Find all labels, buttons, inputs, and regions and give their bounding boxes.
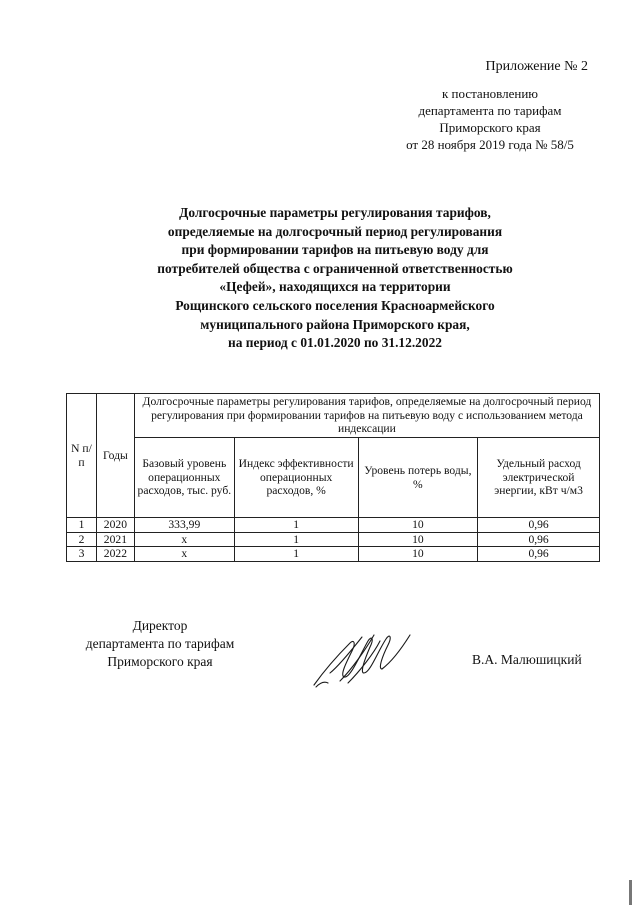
appendix-line: к постановлению — [441, 86, 539, 101]
table-row — [67, 518, 600, 533]
signatory-position-line: Директор — [132, 618, 188, 633]
cell-energy-consumption: 0,96 — [478, 532, 600, 547]
appendix-title: Приложение № 2 — [485, 59, 588, 74]
column-group-header: Долгосрочные параметры регулирования тарифов, определяемые на долгосрочный период регулирования при формировании тарифов на питьевую воду с использованием метода индексации — [134, 394, 599, 438]
column-header-base-costs: Базовый уровень операционных расходов, тыс. руб. — [134, 438, 234, 518]
cell-energy-consumption: 0,96 — [478, 547, 600, 562]
signatory-position-line: Приморского края — [107, 654, 213, 669]
title-line: при формировании тарифов на питьевую воду для — [181, 242, 489, 258]
appendix-line: департамента по тарифам — [418, 103, 562, 118]
cell-water-losses: 10 — [358, 518, 478, 533]
cell-efficiency-index: 1 — [234, 532, 358, 547]
parameters-table — [66, 393, 600, 562]
appendix-line: Приморского края — [439, 120, 541, 135]
handwritten-signature — [310, 625, 420, 695]
cell-energy-consumption: 0,96 — [478, 518, 600, 533]
title-line: потребителей общества с ограниченной ответственностью — [157, 260, 513, 276]
cell-efficiency-index: 1 — [234, 518, 358, 533]
title-line: на период с 01.01.2020 по 31.12.2022 — [228, 335, 442, 351]
document-title — [110, 204, 560, 353]
appendix-line: от 28 ноября 2019 года № 58/5 — [406, 137, 574, 152]
cell-efficiency-index: 1 — [234, 547, 358, 562]
column-header-energy-consumption: Удельный расход электрической энергии, кВт ч/м3 — [478, 438, 600, 518]
cell-base-costs: х — [134, 547, 234, 562]
signatory-position — [62, 617, 258, 671]
signatory-position-line: департамента по тарифам — [85, 636, 235, 651]
table-row — [67, 532, 600, 547]
cell-year: 2022 — [96, 547, 134, 562]
column-header-water-losses: Уровень потерь воды, % — [358, 438, 478, 518]
column-header-number: N п/п — [67, 394, 97, 518]
title-line: муниципального района Приморского края, — [200, 316, 470, 332]
title-line: Рощинского сельского поселения Красноармейского — [175, 297, 495, 313]
cell-base-costs: 333,99 — [134, 518, 234, 533]
column-header-efficiency-index: Индекс эффективности операционных расходов, % — [234, 438, 358, 518]
cell-number: 2 — [67, 532, 97, 547]
cell-year: 2021 — [96, 532, 134, 547]
cell-number: 1 — [67, 518, 97, 533]
cell-year: 2020 — [96, 518, 134, 533]
title-line: «Цефей», находящихся на территории — [219, 279, 451, 295]
appendix-block — [370, 58, 610, 153]
scan-edge-mark — [629, 880, 632, 905]
table-subheader-row — [67, 438, 600, 518]
column-header-years: Годы — [96, 394, 134, 518]
signatory-name: В.А. Малюшицкий — [472, 652, 582, 667]
title-line: определяемые на долгосрочный период регулирования — [167, 223, 503, 239]
title-line: Долгосрочные параметры регулирования тарифов, — [179, 205, 491, 220]
table-header-row — [67, 394, 600, 438]
cell-number: 3 — [67, 547, 97, 562]
cell-water-losses: 10 — [358, 547, 478, 562]
cell-water-losses: 10 — [358, 532, 478, 547]
table-row — [67, 547, 600, 562]
cell-base-costs: х — [134, 532, 234, 547]
